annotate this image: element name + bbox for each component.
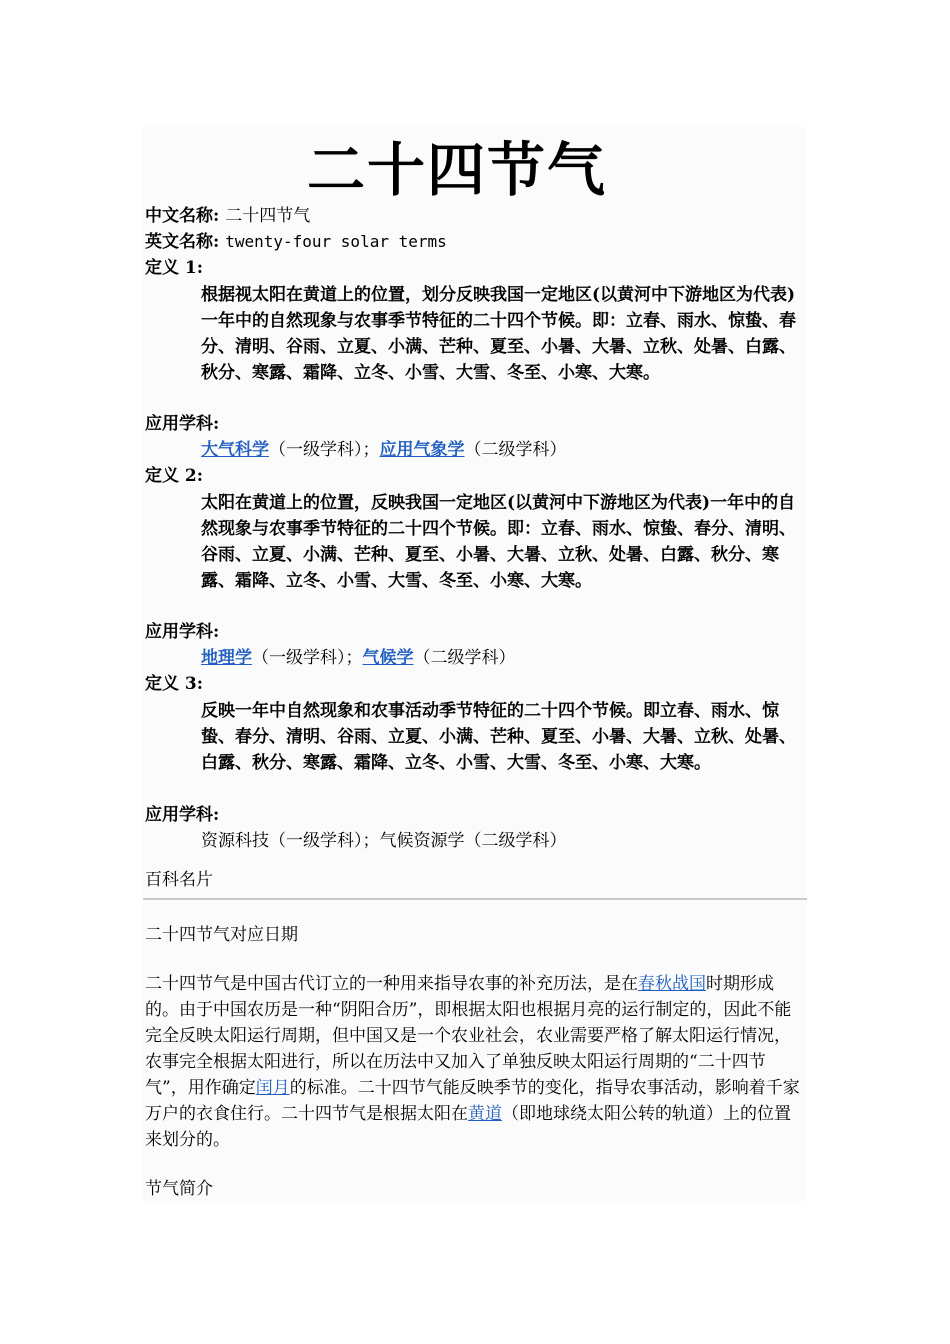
definition-1-subject-label: 应用学科:	[145, 414, 220, 434]
en-name-label: 英文名称:	[145, 232, 220, 252]
cn-name-row	[145, 203, 310, 229]
definition-3-subject-label: 应用学科:	[145, 805, 220, 825]
cn-name-value: 二十四节气	[225, 206, 311, 226]
definition-1-text: 根据视太阳在黄道上的位置，划分反映我国一定地区(以黄河中下游地区为代表)一年中的自然现象与农事季节特征的二十四个节候。即：立春、雨水、惊蛰、春分、清明、谷雨、立夏、小满、芒种、夏至、小暑、大暑、立秋、处暑、白露、秋分、寒露、霜降、立冬、小雪、大雪、冬至、小寒、大寒。	[201, 285, 796, 383]
definition-2-subject-label: 应用学科:	[145, 622, 220, 642]
date-heading: 二十四节气对应日期	[145, 925, 298, 945]
subject-level: （一级学科）；	[269, 831, 380, 851]
subject-link-applied-meteorology[interactable]: 应用气象学	[379, 440, 465, 460]
section-heading: 节气简介	[145, 1179, 213, 1199]
subject-resource-science: 资源科技	[201, 831, 269, 851]
intro-text: （即地球绕太阳公转的轨道）上的位置来划分的。	[145, 1104, 791, 1150]
intro-paragraph	[145, 971, 807, 1153]
link-leap-month[interactable]: 闰月	[255, 1078, 290, 1098]
link-ecliptic[interactable]: 黄道	[468, 1104, 502, 1124]
subject-climate-resources: 气候资源学	[379, 831, 465, 851]
subject-level: （一级学科）；	[269, 440, 380, 460]
cn-name-label: 中文名称:	[145, 206, 220, 226]
intro-text: 二十四节气是中国古代订立的一种用来指导农事的补充历法，是在	[145, 974, 638, 994]
definition-1-subjects	[201, 437, 567, 463]
definition-1-label: 定义 1:	[145, 258, 204, 278]
divider	[143, 898, 807, 900]
subject-link-atmospheric-science[interactable]: 大气科学	[201, 440, 269, 460]
subject-level: （二级学科）	[413, 648, 516, 668]
definition-3-subjects	[201, 828, 567, 854]
intro-text: 的标准。二十四节气能反映季节的变化，指导农事活动，影响着千家万户的衣食住行。二十四节气是根据太阳在	[145, 1078, 800, 1124]
page-title: 二十四节气	[306, 136, 607, 204]
subject-link-climatology[interactable]: 气候学	[362, 648, 414, 668]
intro-text: 时期形成的。由于中国农历是一种“阴阳合历”，即根据太阳也根据月亮的运行制定的，因此不能完全反映太阳运行周期，但中国又是一个农业社会，农业需要严格了解太阳运行情况，农事完全根据太阳进行，所以在历法中又加入了单独反映太阳运行周期的“二十四节气”，用作确定	[145, 974, 792, 1098]
definition-2-label: 定义 2:	[145, 466, 204, 486]
subject-link-geography[interactable]: 地理学	[201, 648, 252, 668]
subject-level: （二级学科）	[464, 440, 567, 460]
baike-card-heading: 百科名片	[145, 870, 213, 890]
definition-2-text: 太阳在黄道上的位置，反映我国一定地区(以黄河中下游地区为代表)一年中的自然现象与农事季节特征的二十四个节候。即：立春、雨水、惊蛰、春分、清明、谷雨、立夏、小满、芒种、夏至、小暑、大暑、立秋、处暑、白露、秋分、寒露、霜降、立冬、小雪、大雪、冬至、小寒、大寒。	[201, 493, 796, 591]
en-name-row	[145, 229, 447, 255]
definition-2-subjects	[201, 645, 516, 671]
definition-3-text: 反映一年中自然现象和农事活动季节特征的二十四个节候。即立春、雨水、惊蛰、春分、清明、谷雨、立夏、小满、芒种、夏至、小暑、大暑、立秋、处暑、白露、秋分、寒露、霜降、立冬、小雪、大雪、冬至、小寒、大寒。	[201, 701, 796, 773]
definition-3-label: 定义 3:	[145, 674, 204, 694]
subject-level: （二级学科）	[464, 831, 567, 851]
en-name-value: twenty-four solar terms	[225, 232, 447, 251]
link-spring-autumn-warring-states[interactable]: 春秋战国	[638, 974, 706, 994]
subject-level: （一级学科）；	[252, 648, 363, 668]
